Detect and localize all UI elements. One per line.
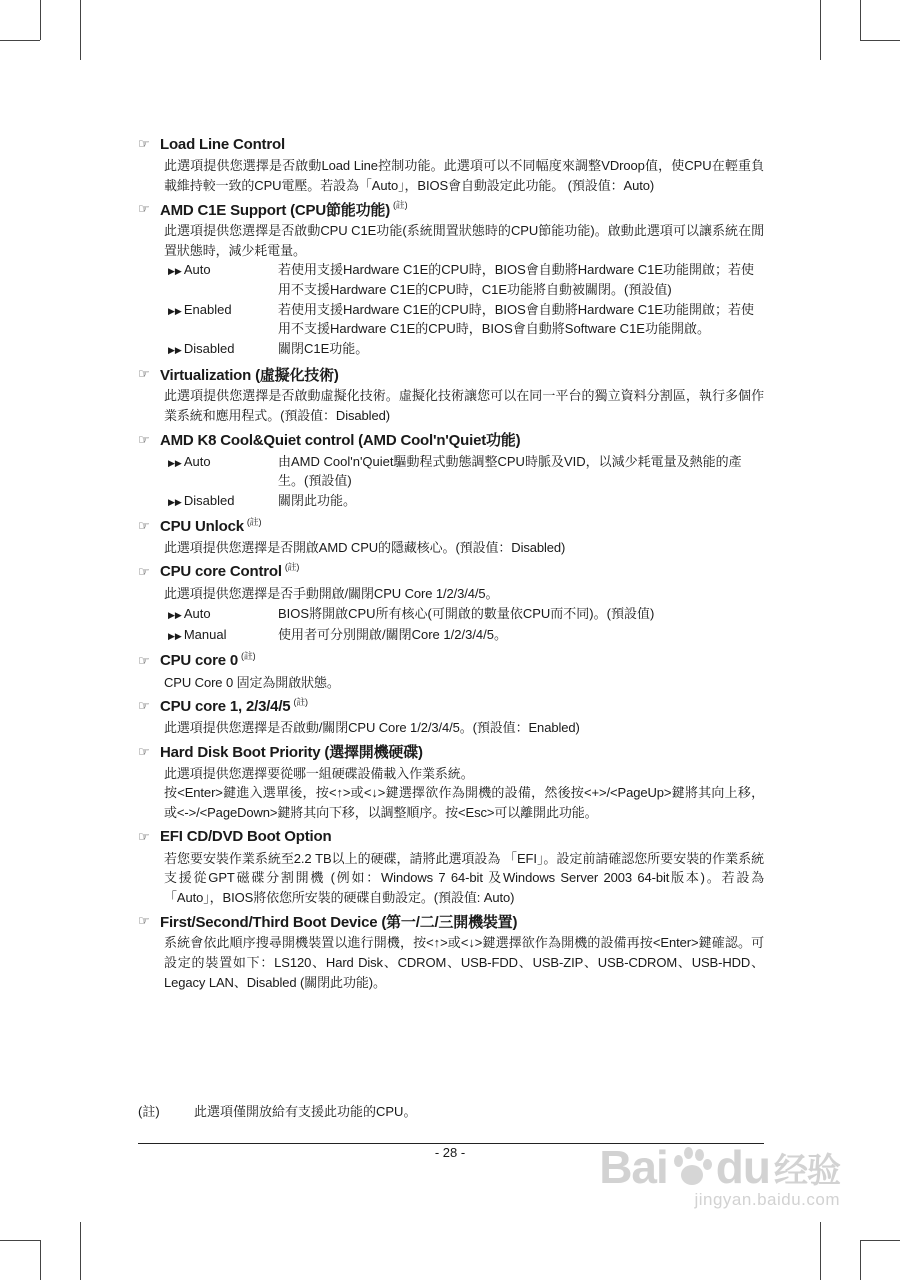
double-arrow-icon: ▶▶ xyxy=(168,631,182,642)
option-key: Disabled xyxy=(183,492,235,508)
section-description: 此選項提供您選擇是否啟動CPU C1E功能(系統閒置狀態時的CPU節能功能)。啟動此選項可以讓系統在閒置狀態時，減少耗電量。 xyxy=(164,223,764,258)
section-heading xyxy=(138,560,764,584)
section-description: 此選項提供您選擇要從哪一組硬碟設備載入作業系統。 xyxy=(164,765,474,781)
section-title: First/Second/Third Boot Device (第一/二/三開機裝置) xyxy=(160,913,518,931)
pointing-hand-icon: ☞ xyxy=(138,743,150,759)
watermark-logo-cn: 经验 xyxy=(774,1151,840,1190)
section-title: CPU core 0 xyxy=(160,652,239,670)
pointing-hand-icon: ☞ xyxy=(138,828,150,844)
crop-mark xyxy=(860,1240,900,1241)
pointing-hand-icon: ☞ xyxy=(138,366,150,382)
section-heading xyxy=(138,514,764,538)
section-title: AMD C1E Support (CPU節能功能) xyxy=(160,201,390,219)
crop-mark xyxy=(0,1240,40,1241)
section-heading xyxy=(138,909,764,933)
crop-mark xyxy=(40,0,41,40)
footnote xyxy=(138,1101,416,1120)
option-value: 關閉此功能。 xyxy=(278,492,357,508)
option-row xyxy=(168,339,764,361)
watermark-logo xyxy=(599,1140,840,1194)
section-description: 若您要安裝作業系統至2.2 TB以上的硬碟，請將此選項設為 「EFI」。設定前請確認您所要安裝的作業系統支援從GPT磁碟分割開機 (例如：Windows 7 64-bit 及Windows Server 2003 64-bit版本)。若設為 「Auto」，BIOS將依您所安裝的硬碟自動設定。(預設值: Auto) xyxy=(164,850,764,905)
option-key: Auto xyxy=(183,453,211,469)
pointing-hand-icon: ☞ xyxy=(138,518,150,534)
double-arrow-icon: ▶▶ xyxy=(168,496,182,507)
page-number: - 28 - xyxy=(434,1145,466,1160)
option-value: BIOS將開啟CPU所有核心(可開啟的數量依CPU而不同)。(預設值) xyxy=(278,605,655,621)
pointing-hand-icon: ☞ xyxy=(138,698,150,714)
footnote-tag: (註) xyxy=(138,1104,160,1119)
option-value: 若使用支援Hardware C1E的CPU時，BIOS會自動將Hardware C1E功能開啟；若使用不支援Hardware C1E的CPU時，BIOS會自動將Software C1E功能開啟。 xyxy=(278,301,755,337)
section-title: AMD K8 Cool&Quiet control (AMD Cool'n'Quiet功能) xyxy=(160,432,521,450)
section-heading xyxy=(138,694,764,718)
crop-mark xyxy=(860,40,900,41)
option-key: Enabled xyxy=(183,301,232,317)
option-key: Manual xyxy=(183,627,227,643)
crop-mark xyxy=(40,1240,41,1280)
option-row xyxy=(168,625,764,647)
section-description: CPU Core 0 固定為開啟狀態。 xyxy=(164,674,340,690)
footnote-marker: (註) xyxy=(241,651,256,662)
option-key: Disabled xyxy=(183,340,235,356)
section-title: Virtualization (虛擬化技術) xyxy=(160,366,339,384)
crop-mark xyxy=(820,0,821,60)
crop-mark xyxy=(80,0,81,60)
watermark-site: jingyan.baidu.com xyxy=(694,1190,840,1209)
section-description: 按<Enter>鍵進入選單後，按<↑>或<↓>鍵選擇欲作為開機的設備，然後按<+>/<PageUp>鍵將其向上移，或<->/<PageDown>鍵將其向下移，以調整順序。按<Esc>可以離開此功能。 xyxy=(164,785,764,821)
option-row xyxy=(168,452,764,491)
section-title: Load Line Control xyxy=(160,135,285,153)
double-arrow-icon: ▶▶ xyxy=(168,609,182,620)
crop-mark xyxy=(820,1222,821,1280)
footnote-marker: (註) xyxy=(284,562,300,573)
crop-mark xyxy=(0,40,40,41)
section-title: CPU Unlock xyxy=(160,517,244,535)
section-description: 此選項提供您選擇是否啟動Load Line控制功能。此選項可以不同幅度來調整VDroop值，使CPU在輕重負載維持較一致的CPU電壓。若設為「Auto」，BIOS會自動設定此功能。 (預設值：Auto) xyxy=(164,158,764,193)
crop-mark xyxy=(80,1222,81,1280)
manual-page-content xyxy=(138,132,764,994)
crop-mark xyxy=(860,1240,861,1280)
section-description: 此選項提供您選擇是否啟動/關閉CPU Core 1/2/3/4/5。(預設值：Enabled) xyxy=(164,720,580,736)
option-row xyxy=(168,300,764,339)
pointing-hand-icon: ☞ xyxy=(138,652,150,668)
section-description: 此選項提供您選擇是否開啟AMD CPU的隱藏核心。(預設值：Disabled) xyxy=(164,540,566,556)
option-row xyxy=(168,604,764,626)
double-arrow-icon: ▶▶ xyxy=(168,305,182,316)
section-heading xyxy=(138,362,764,386)
section-title: EFI CD/DVD Boot Option xyxy=(160,828,332,846)
option-value: 關閉C1E功能。 xyxy=(278,340,369,356)
section-description: 此選項提供您選擇是否手動開啟/關閉CPU Core 1/2/3/4/5。 xyxy=(164,585,499,601)
section-heading xyxy=(138,649,764,673)
section-heading xyxy=(138,197,764,221)
pointing-hand-icon: ☞ xyxy=(138,431,150,447)
watermark xyxy=(599,1140,840,1210)
pointing-hand-icon: ☞ xyxy=(138,913,150,929)
footnote-marker: (註) xyxy=(246,516,262,527)
footnote-marker: (註) xyxy=(293,696,308,707)
option-value: 使用者可分別開啟/關閉Core 1/2/3/4/5。 xyxy=(278,627,507,643)
section-heading xyxy=(138,132,764,156)
double-arrow-icon: ▶▶ xyxy=(168,266,182,277)
option-value: 由AMD Cool'n'Quiet驅動程式動態調整CPU時脈及VID，以減少耗電量及熱能的產生。(預設值) xyxy=(278,453,742,489)
option-key: Auto xyxy=(183,262,211,278)
footnote-text: 此選項僅開放給有支援此功能的CPU。 xyxy=(194,1104,417,1119)
pointing-hand-icon: ☞ xyxy=(138,136,150,151)
section-heading xyxy=(138,825,764,849)
section-title: Hard Disk Boot Priority (選擇開機硬碟) xyxy=(160,744,423,762)
paw-icon xyxy=(670,1145,714,1189)
pointing-hand-icon: ☞ xyxy=(138,201,150,217)
option-row xyxy=(168,491,764,513)
section-description: 系統會依此順序搜尋開機裝置以進行開機，按<↑>或<↓>鍵選擇欲作為開機的設備再按<Enter>鍵確認。可設定的裝置如下：LS120、Hard Disk、CDROM、USB-FDD、USB-ZIP、USB-CDROM、USB-HDD、Legacy LAN、Disabled (關閉此功能)。 xyxy=(164,935,764,990)
section-title: CPU core Control xyxy=(160,563,282,581)
pointing-hand-icon: ☞ xyxy=(138,563,150,579)
double-arrow-icon: ▶▶ xyxy=(168,344,182,355)
crop-mark xyxy=(860,0,861,40)
double-arrow-icon: ▶▶ xyxy=(168,457,182,468)
watermark-logo-right: du xyxy=(715,1141,770,1193)
option-row xyxy=(168,260,764,299)
section-title: CPU core 1, 2/3/4/5 xyxy=(160,697,291,715)
section-description: 此選項提供您選擇是否啟動虛擬化技術。虛擬化技術讓您可以在同一平台的獨立資料分割區，執行多個作業系統和應用程式。(預設值：Disabled) xyxy=(164,388,764,423)
section-heading xyxy=(138,740,764,764)
footnote-marker: (註) xyxy=(393,199,408,210)
option-value: 若使用支援Hardware C1E的CPU時，BIOS會自動將Hardware C1E功能開啟；若使用不支援Hardware C1E的CPU時，C1E功能將自動被關閉。(預設值) xyxy=(278,262,755,297)
section-heading xyxy=(138,428,764,452)
watermark-logo-left: Bai xyxy=(599,1141,668,1193)
option-key: Auto xyxy=(183,605,211,621)
